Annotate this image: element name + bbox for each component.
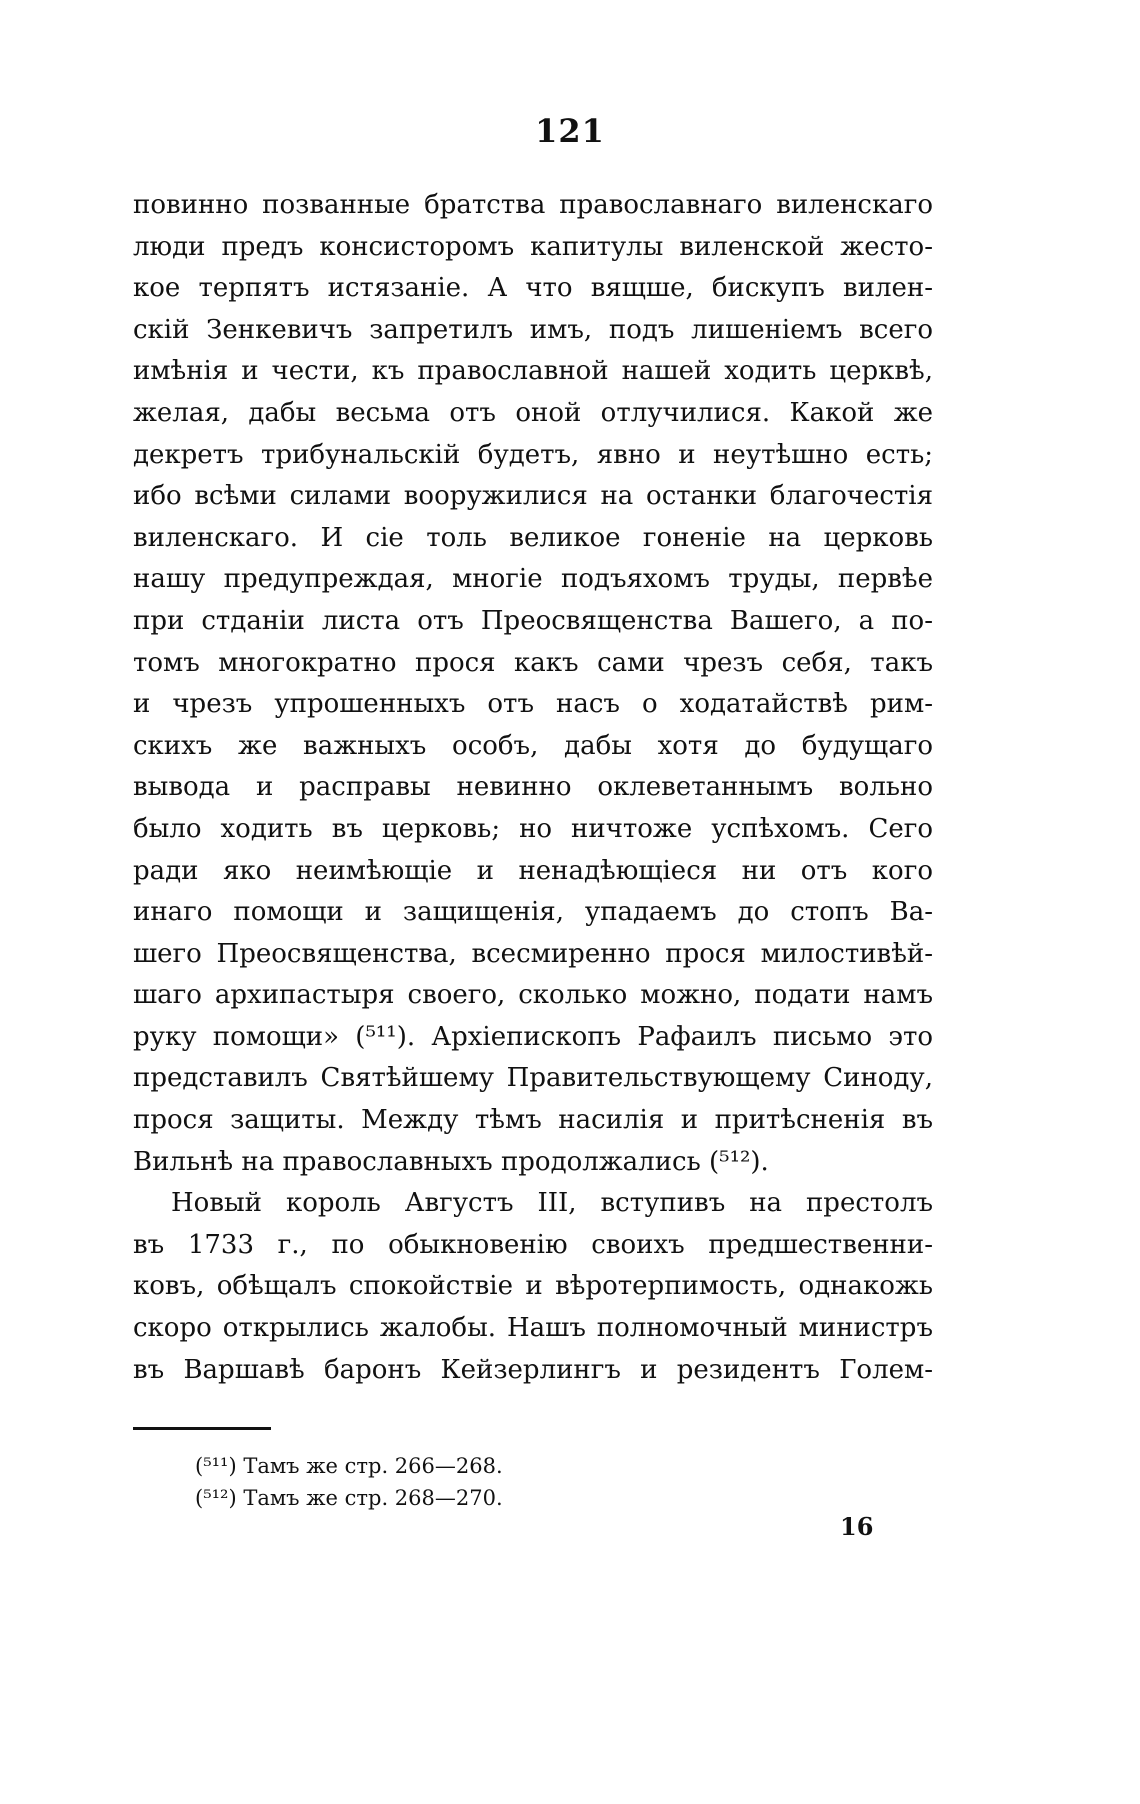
text-line: скихъ же важныхъ особъ, дабы хотя до будущаго: [133, 730, 933, 761]
paragraph-start-line: Новый король Августъ III, вступивъ на престолъ: [171, 1188, 933, 1219]
text-line: въ Варшавѣ баронъ Кейзерлингъ и резидентъ Голем-: [133, 1354, 933, 1385]
body-text: [133, 185, 933, 1391]
text-line: ради яко неимѣющіе и ненадѣющіеся ни отъ кого: [133, 855, 933, 886]
text-line: руку помощи» (⁵¹¹). Архіепископъ Рафаилъ письмо это: [133, 1021, 933, 1052]
text-line: при стданіи листа отъ Преосвященства Вашего, а по-: [133, 605, 933, 636]
text-line: кое терпятъ истязаніе. А что вящше, бискупъ вилен-: [133, 273, 933, 304]
text-line: ковъ, обѣщалъ спокойствіе и вѣротерпимость, однакожь: [133, 1271, 933, 1302]
text-line: инаго помощи и защищенія, упадаемъ до стопъ Ва-: [133, 897, 933, 928]
text-line: повинно позванные братства православнаго виленскаго: [133, 190, 933, 220]
text-line: и чрезъ упрошенныхъ отъ насъ о ходатайствѣ рим-: [133, 689, 933, 720]
text-line: вывода и расправы невинно оклеветаннымъ вольно: [133, 772, 933, 803]
text-line: шаго архипастыря своего, сколько можно, подати намъ: [133, 980, 933, 1011]
printer-signature-mark: 16: [840, 1512, 874, 1541]
text-line: люди предъ консисторомъ капитулы виленской жесто-: [133, 231, 933, 262]
text-line: имѣнія и чести, къ православной нашей ходить церквѣ,: [133, 356, 933, 387]
text-line: въ 1733 г., по обыкновенію своихъ предшественни-: [133, 1229, 933, 1260]
footnote-divider: [133, 1427, 271, 1430]
text-line: представилъ Святѣйшему Правительствующему Синоду,: [133, 1063, 933, 1094]
text-line: прося защиты. Между тѣмъ насилія и притѣсненія въ: [133, 1105, 933, 1136]
text-line: скоро открылись жалобы. Нашъ полномочный министръ: [133, 1313, 933, 1344]
text-line: нашу предупреждая, многіе подъяхомъ труды, первѣе: [133, 564, 933, 595]
paragraph-end-line: Вильнѣ на православныхъ продолжались (⁵¹²).: [133, 1146, 769, 1177]
text-line: виленскаго. И сіе толь великое гоненіе на церковь: [133, 522, 933, 553]
text-line: декретъ трибунальскій будетъ, явно и неутѣшно есть;: [133, 439, 933, 470]
footnotes: [195, 1450, 795, 1514]
text-line: томъ многократно прося какъ сами чрезъ себя, такъ: [133, 647, 933, 678]
text-line: скій Зенкевичъ запретилъ имъ, подъ лишеніемъ всего: [133, 314, 933, 345]
text-line: было ходить въ церковь; но ничтоже успѣхомъ. Сего: [133, 813, 933, 844]
footnote: (⁵¹¹) Тамъ же стр. 266—268.: [195, 1454, 503, 1478]
page-number: 121: [535, 112, 605, 150]
text-line: шего Преосвященства, всесмиренно прося милостивѣй-: [133, 938, 933, 969]
footnote: (⁵¹²) Тамъ же стр. 268—270.: [195, 1486, 503, 1510]
text-line: желая, дабы весьма отъ оной отлучилися. Какой же: [133, 397, 933, 428]
text-line: ибо всѣми силами вооружилися на останки благочестія: [133, 481, 933, 512]
